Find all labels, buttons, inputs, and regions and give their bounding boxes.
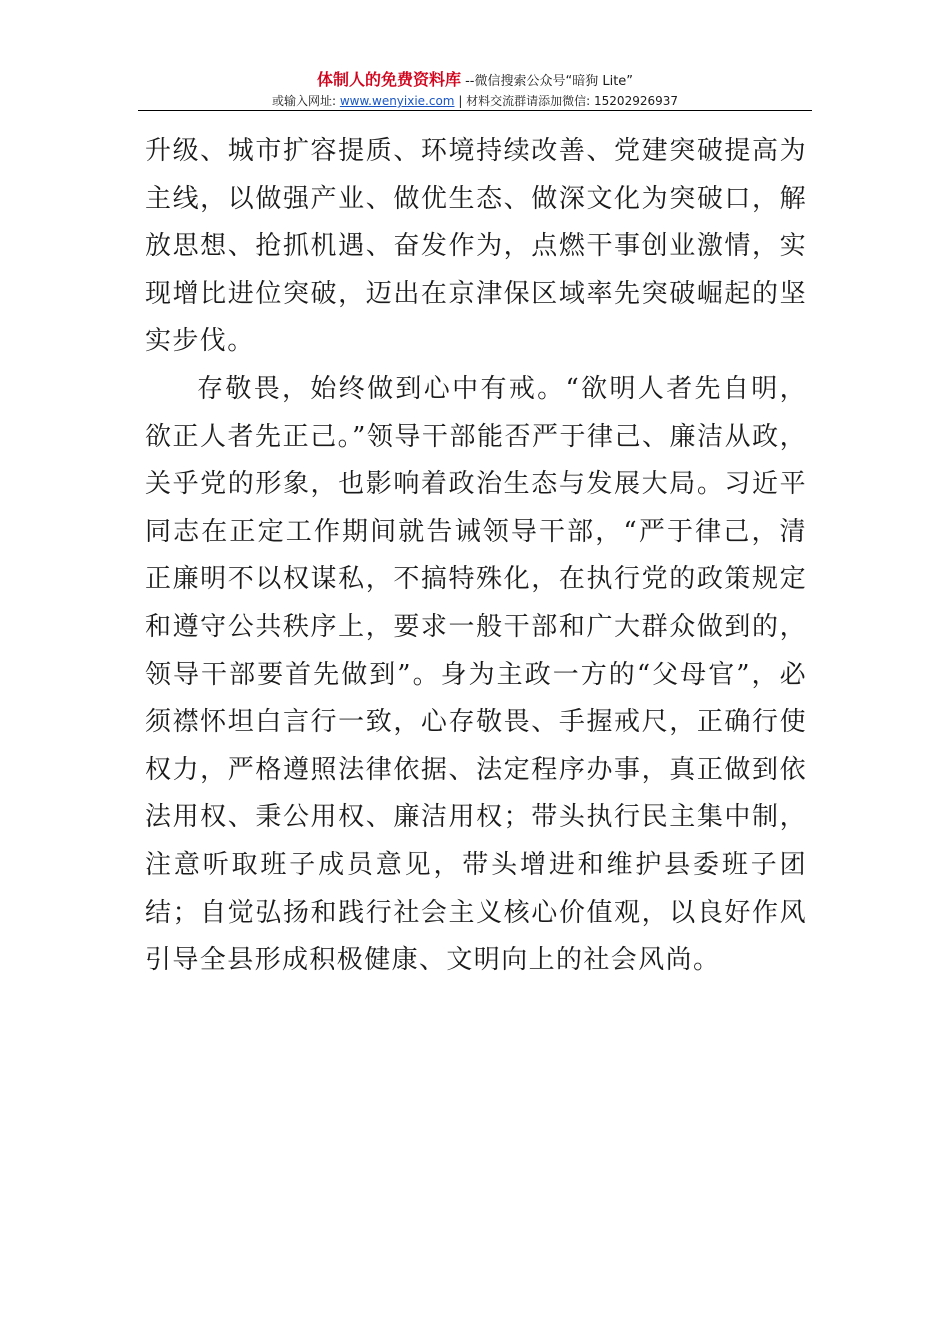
paragraph-respect-discipline: 存敬畏，始终做到心中有戒。“欲明人者先自明，欲正人者先正己。”领导干部能否严于律己、廉洁从政，关乎党的形象，也影响着政治生态与发展大局。习近平同志在正定工作期间就告诫领导干部，“严于律己，清正廉明不以权谋私，不搞特殊化，在执行党的政策规定和遵守公共秩序上，要求一般干部和广大群众做到的，领导干部要首先做到”。身为主政一方的“父母官”，必须襟怀坦白言行一致，心存敬畏、手握戒尺，正确行使权力，严格遵照法律依据、法定程序办事，真正做到依法用权、秉公用权、廉洁用权；带头执行民主集中制，注意听取班子成员意见，带头增进和维护县委班子团结；自觉弘扬和践行社会主义核心价值观，以良好作风引导全县形成积极健康、文明向上的社会风尚。 [145, 373, 807, 976]
header-contact: | 材料交流群请添加微信: 15202926937 [454, 94, 679, 108]
header-website-link[interactable]: www.wenyixie.com [339, 94, 455, 108]
header-contact-line [138, 92, 812, 110]
paragraph-continued: 升级、城市扩容提质、环境持续改善、党建突破提高为主线，以做强产业、做优生态、做深文化为突破口，解放思想、抢抓机遇、奋发作为，点燃干事创业激情，实现增比进位突破，迈出在京津保区域率先突破崛起的坚实步伐。 [145, 136, 807, 357]
page-header [138, 70, 812, 110]
header-title-line [138, 70, 812, 92]
header-url-prefix: 或输入网址: [271, 94, 340, 108]
header-brand: 体制人的免费资料库 [316, 70, 461, 89]
header-slogan: --微信搜索公众号“暗狗 Lite” [460, 74, 634, 89]
header-divider [138, 110, 812, 111]
document-body [145, 128, 807, 985]
